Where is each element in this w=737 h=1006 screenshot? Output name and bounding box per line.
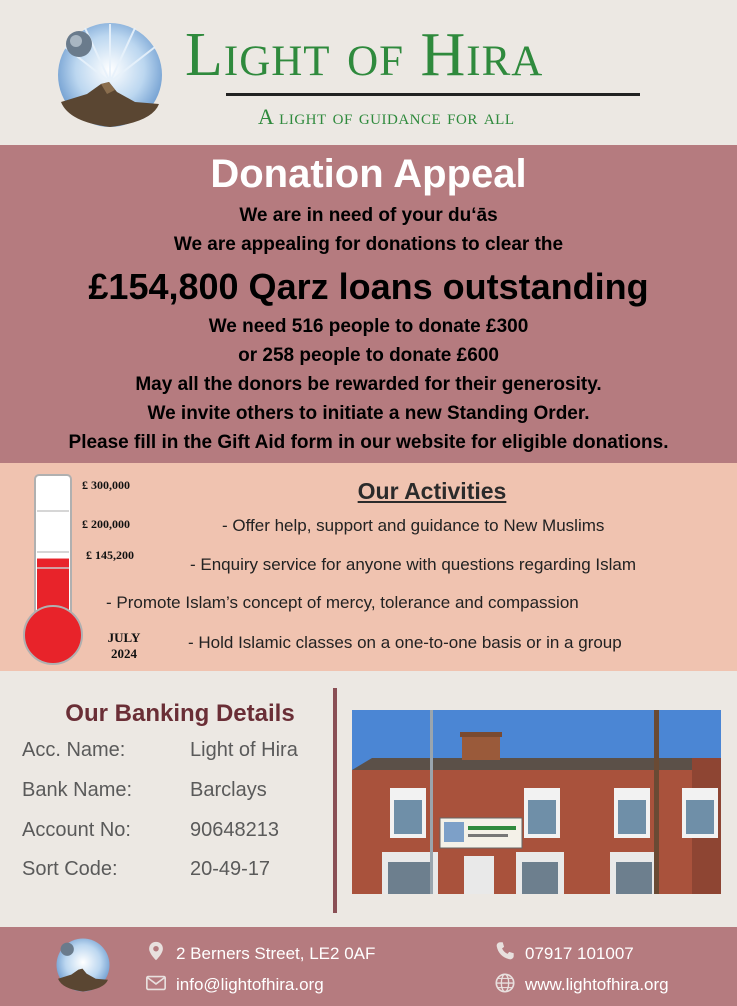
thermometer-year: 2024 [111,646,137,661]
banking-title: Our Banking Details [65,700,295,727]
activities-title: Our Activities [357,478,507,504]
location-pin-icon [145,940,167,962]
appeal-line-standing-order: We invite others to initiate a new Standing Order. [147,403,590,424]
appeal-line-516: We need 516 people to donate £300 [208,316,529,337]
bank-value-acc-name: Light of Hira [190,739,298,761]
phone-icon [494,940,516,962]
appeal-line-rewarded: May all the donors be rewarded for their generosity. [135,374,602,395]
bank-value-bank-name: Barclays [190,779,267,801]
bank-label-sort-code: Sort Code: [22,858,118,880]
banking-divider [333,688,337,913]
bank-label-acc-name: Acc. Name: [22,739,126,761]
footer-phone[interactable]: 07917 101007 [525,944,634,963]
footer-logo-icon [56,938,110,992]
thermometer-gauge [20,470,90,670]
appeal-line-258: or 258 people to donate £600 [238,345,499,366]
tagline: A light of guidance for all [258,104,515,129]
brand-divider [226,93,640,96]
bank-label-bank-name: Bank Name: [22,779,133,801]
globe-icon [494,972,516,994]
bank-value-sort-code: 20-49-17 [190,858,271,880]
thermometer-neck [38,620,68,636]
appeal-line-gift-aid: Please fill in the Gift Aid form in our website for eligible donations. [68,432,669,453]
activity-item: - Hold Islamic classes on a one-to-one basis or in a group [188,633,622,652]
footer-website[interactable]: www.lightofhira.org [525,975,669,994]
appeal-amount: £154,800 Qarz loans outstanding [88,266,649,307]
activity-item: - Enquiry service for anyone with questions regarding Islam [190,555,636,574]
bank-value-account-no: 90648213 [190,819,279,841]
activity-item: - Promote Islam’s concept of mercy, tolerance and compassion [106,593,579,612]
bank-label-account-no: Account No: [22,819,131,841]
thermometer-current-label: £ 145,200 [86,548,134,562]
thermometer-goal-label: £ 300,000 [82,478,130,492]
appeal-title: Donation Appeal [210,152,527,196]
brand-name: Light of Hira [185,21,544,89]
appeal-line-duas: We are in need of your du‘ās [239,205,498,226]
footer-email[interactable]: info@lightofhira.org [176,975,324,994]
thermometer-mid-label: £ 200,000 [82,517,130,531]
building-photo [352,710,721,894]
activity-item: - Offer help, support and guidance to New Muslims [222,516,605,535]
logo-mountain-icon [57,22,163,128]
email-icon [145,972,167,994]
thermometer-date [96,630,152,662]
appeal-line-appealing: We are appealing for donations to clear the [173,234,564,255]
footer-address: 2 Berners Street, LE2 0AF [176,944,376,963]
thermometer-month: JULY [107,630,141,645]
